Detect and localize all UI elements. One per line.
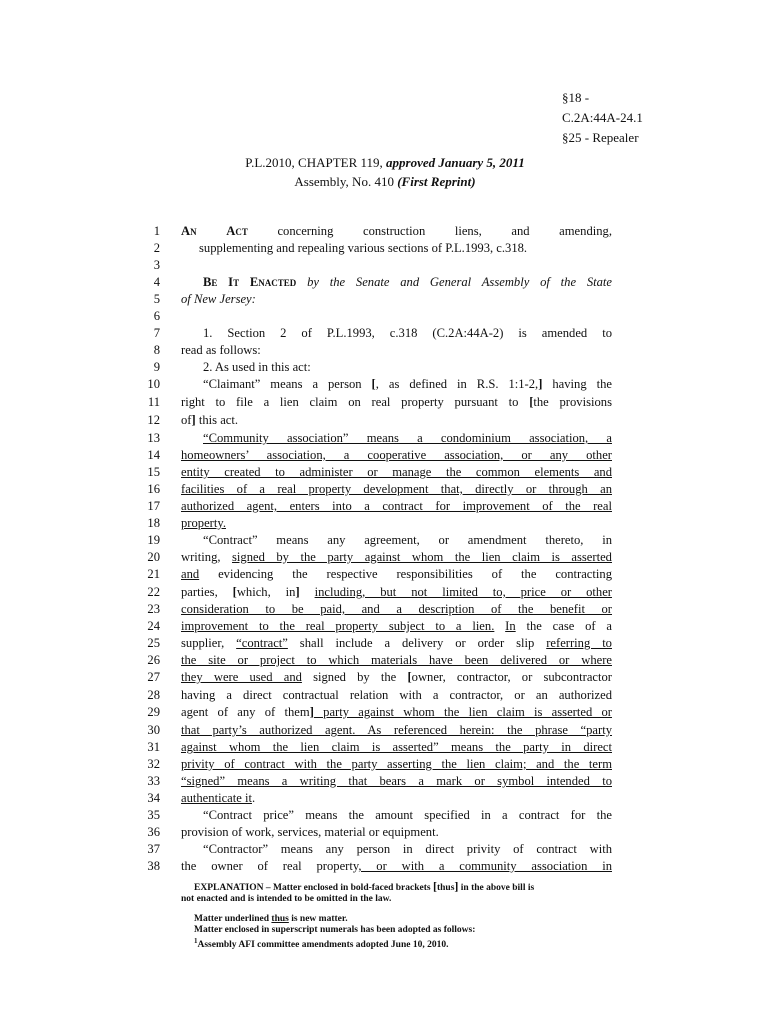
line-number: 8: [153, 343, 160, 357]
explanation-note: EXPLANATION – Matter enclosed in bold-faced brackets [thus] in the above bill is: [194, 879, 535, 893]
reference-line: C.2A:44A-24.1: [562, 110, 643, 125]
line-number: 3: [153, 258, 160, 272]
bill-text-line: privity of contract with the party asserting the lien claim; and the term: [181, 757, 612, 771]
line-number: 13: [147, 431, 160, 445]
line-number: 20: [147, 550, 160, 564]
line-number: 32: [147, 757, 160, 771]
explanation-note-cont: not enacted and is intended to be omitted in the law.: [181, 894, 392, 904]
line-number: 9: [153, 360, 160, 374]
bill-text-line: writing, signed by the party against whom the lien claim is asserted: [181, 550, 612, 564]
bill-text-line: “Community association” means a condominium association, a: [203, 431, 612, 445]
line-number: 14: [147, 448, 160, 462]
bill-text-line: parties, [which, in] including, but not limited to, price or other: [181, 585, 612, 599]
bill-text-line: improvement to the real property subject to a lien. In the case of a: [181, 619, 613, 633]
bill-text-line: the site or project to which materials have been delivered or where: [181, 653, 612, 667]
law-title: P.L.2010, CHAPTER 119, approved January 5, 2011: [245, 155, 525, 170]
line-number: 15: [147, 465, 160, 479]
bill-text-line: property.: [181, 516, 226, 530]
line-number: 33: [147, 774, 160, 788]
bill-text-line: supplementing and repealing various sections of P.L.1993, c.318.: [199, 241, 528, 255]
superscript-note: Matter enclosed in superscript numerals has been adopted as follows:: [194, 925, 476, 935]
line-number: 12: [147, 413, 160, 427]
line-number: 2: [153, 241, 160, 255]
reference-line: §18 -: [562, 90, 590, 105]
line-number: 11: [147, 395, 160, 409]
bill-text-line: supplier, “contract” shall include a delivery or order slip referring to: [181, 636, 612, 650]
bill-text-line: against whom the lien claim is asserted” means the party in direct: [181, 740, 612, 754]
line-number: 38: [147, 859, 160, 873]
bill-text-line: having a direct contractual relation with a contractor, or an authorized: [181, 688, 612, 702]
line-number: 21: [147, 567, 160, 581]
line-number: 37: [147, 842, 160, 856]
line-number: 1: [153, 224, 160, 238]
line-number: 35: [147, 808, 160, 822]
line-number: 36: [147, 825, 160, 839]
bill-text-line: that party’s authorized agent. As referenced herein: the phrase “party: [181, 723, 612, 737]
amendment-note: $^1$Assembly AFI committee amendments adopted June 10, 2010.: [194, 937, 449, 951]
line-number: 7: [153, 326, 160, 340]
bill-text-line: right to file a lien claim on real property pursuant to [the provisions: [181, 395, 612, 409]
line-number: 26: [147, 653, 160, 667]
line-number: 24: [147, 619, 160, 633]
bill-text-line: of New Jersey:: [181, 292, 256, 306]
bill-text-line: agent of any of them] party against whom the lien claim is asserted or: [181, 705, 612, 719]
assembly-title: Assembly, No. 410 (First Reprint): [294, 174, 476, 189]
bill-text-line: authorized agent, enters into a contract for improvement of the real: [181, 499, 612, 513]
line-number: 34: [147, 791, 160, 805]
line-number: 30: [147, 723, 160, 737]
line-number: 31: [147, 740, 160, 754]
bill-text-line: authenticate it.: [181, 791, 256, 805]
bill-text-line: homeowners’ association, a cooperative association, or any other: [181, 448, 612, 462]
line-number: 27: [147, 670, 160, 684]
line-number: 16: [147, 482, 160, 496]
bill-text-line: they were used and signed by the [owner, contractor, or subcontractor: [181, 670, 612, 684]
bill-text-line: “Contract price” means the amount specified in a contract for the: [203, 808, 612, 822]
line-number: 18: [147, 516, 160, 530]
bill-text-line: and evidencing the respective responsibilities of the contracting: [181, 567, 612, 581]
bill-text-line: Be It Enacted by the Senate and General Assembly of the State: [203, 275, 612, 289]
bill-text-line: 2. As used in this act:: [203, 360, 311, 374]
bill-text-line: the owner of real property, or with a community association in: [181, 859, 612, 873]
bill-text-line: facilities of a real property development that, directly or through an: [181, 482, 612, 496]
line-number: 19: [147, 533, 160, 547]
line-number: 10: [147, 377, 160, 391]
bill-text-line: “Contractor” means any person in direct privity of contract with: [203, 842, 612, 856]
underline-note: Matter underlined thus is new matter.: [194, 914, 348, 924]
line-number: 22: [147, 585, 160, 599]
bill-text-line: provision of work, services, material or equipment.: [181, 825, 439, 839]
line-number: 5: [153, 292, 160, 306]
line-number: 6: [153, 309, 160, 323]
bill-text-line: consideration to be paid, and a description of the benefit or: [181, 602, 612, 616]
bill-text-line: “signed” means a writing that bears a mark or symbol intended to: [181, 774, 612, 788]
bill-text-line: “Contract” means any agreement, or amendment thereto, in: [203, 533, 612, 547]
bill-text-line: of] this act.: [181, 413, 239, 427]
reference-line: §25 - Repealer: [562, 130, 639, 145]
section-references: [562, 88, 643, 148]
line-number: 17: [147, 499, 160, 513]
bill-text-line: entity created to administer or manage the common elements and: [181, 465, 612, 479]
bill-text-line: An Act concerning construction liens, and amending,: [181, 224, 612, 238]
line-number: 4: [153, 275, 160, 289]
line-number: 28: [147, 688, 160, 702]
line-number: 23: [147, 602, 160, 616]
bill-text-line: read as follows:: [181, 343, 261, 357]
line-number: 25: [147, 636, 160, 650]
bill-text-line: 1. Section 2 of P.L.1993, c.318 (C.2A:44A-2) is amended to: [203, 326, 612, 340]
line-number: 29: [147, 705, 160, 719]
bill-text-line: “Claimant” means a person [, as defined in R.S. 1:1-2,] having the: [203, 377, 612, 391]
